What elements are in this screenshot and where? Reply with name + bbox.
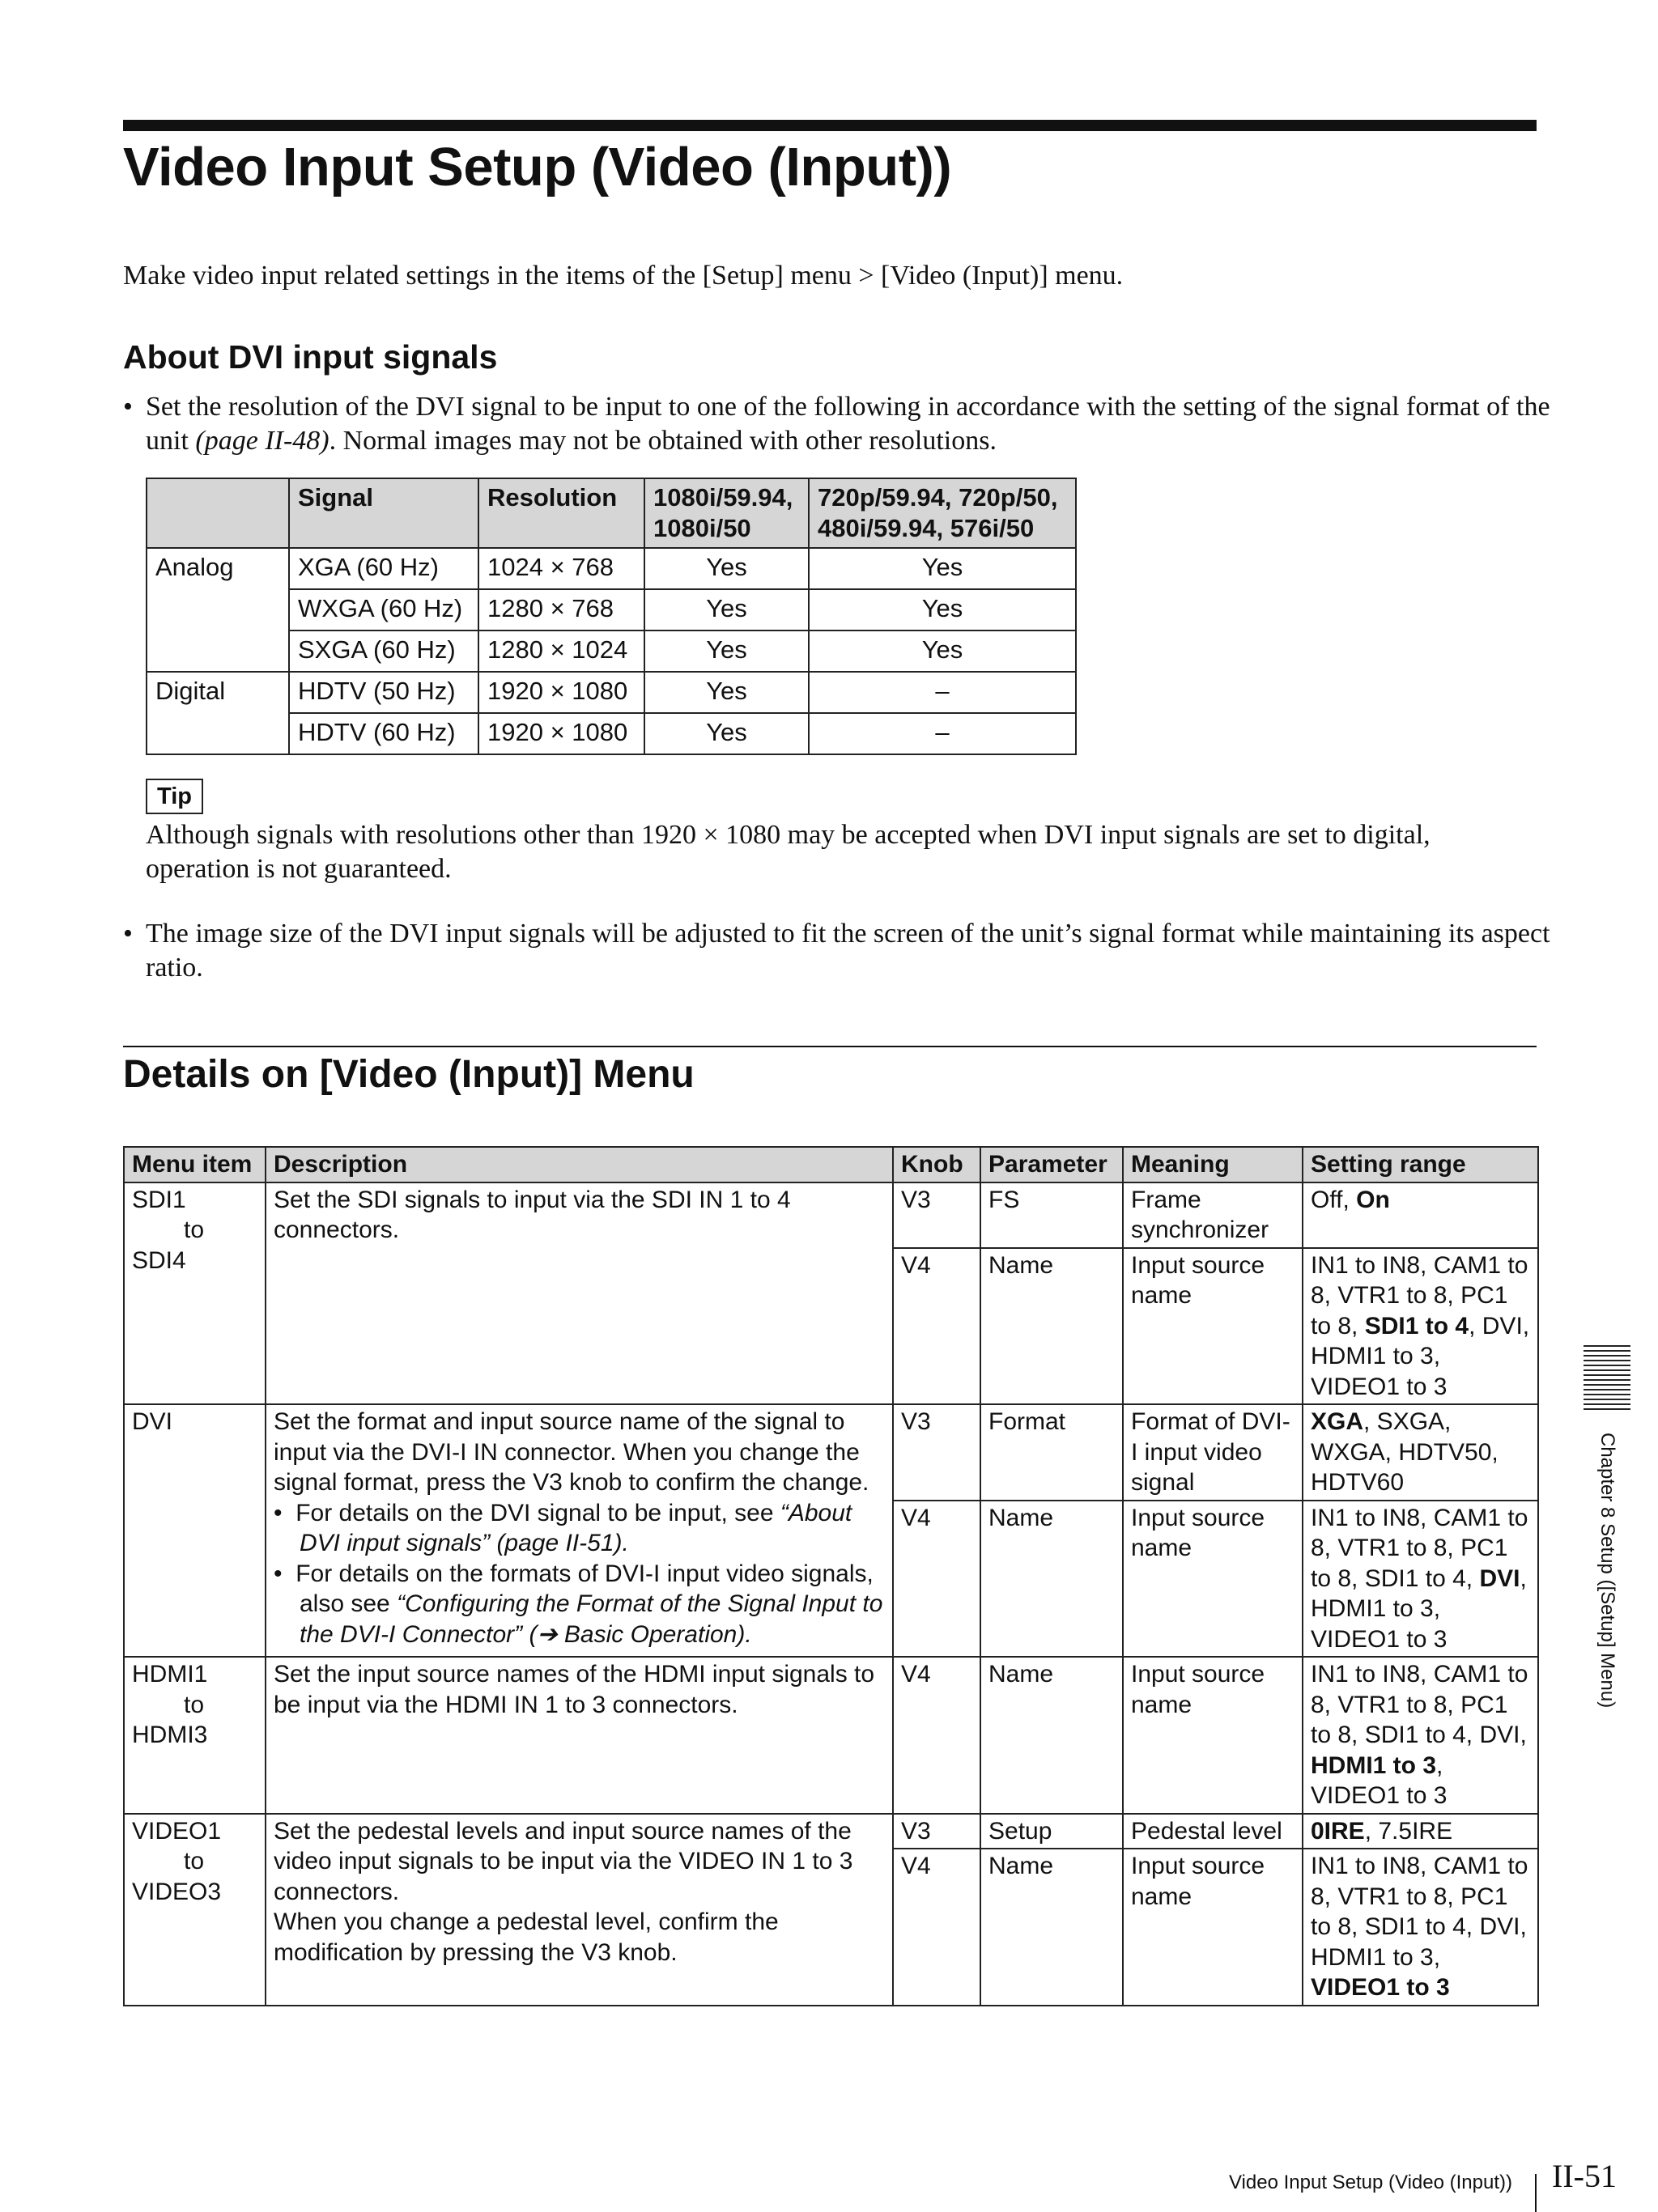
table-row (124, 1404, 1538, 1501)
table-row (124, 1182, 1538, 1248)
description-bullet: • For details on the DVI signal to be input, see “About DVI input signals” (page II-51). (274, 1499, 852, 1556)
menu-item-name: VIDEO1 (132, 1817, 222, 1845)
knob-cell: V3 (893, 1814, 980, 1849)
menu-item-to: to (184, 1216, 205, 1243)
description-cell: Set the SDI signals to input via the SDI IN 1 to 4 connectors. (266, 1182, 893, 1405)
header-cell-knob: Knob (893, 1147, 980, 1182)
description-text: When you change a pedestal level, confirm the modification by pressing the V3 knob. (274, 1908, 779, 1966)
support-cell: Yes (644, 630, 809, 672)
bullet-text: The image size of the DVI input signals will be adjusted to fit the screen of the unit’s signal format while maintaining its aspect ratio. (146, 919, 1550, 983)
knob-cell: V3 (893, 1182, 980, 1248)
knob-cell: V4 (893, 1849, 980, 2006)
page-title: Video Input Setup (Video (Input)) (123, 137, 952, 197)
meaning-cell: Input source name (1123, 1657, 1303, 1814)
tip-text: Although signals with resolutions other than 1920 × 1080 may be accepted when DVI input signals are set to digital, operation is not guaranteed. (146, 820, 1431, 884)
parameter-cell: Setup (980, 1814, 1123, 1849)
details-heading: Details on [Video (Input)] Menu (123, 1053, 695, 1096)
description-text: Set the pedestal levels and input source names of the video input signals to be input via the VIDEO IN 1 to 3 connectors. (274, 1817, 853, 1905)
knob-cell: V4 (893, 1657, 980, 1814)
menu-item-name: HDMI3 (132, 1722, 208, 1748)
menu-item-cell (124, 1182, 266, 1405)
support-cell: Yes (644, 672, 809, 713)
setting-range-cell (1303, 1404, 1538, 1501)
meaning-cell: Input source name (1123, 1501, 1303, 1658)
menu-item-cell: DVI (124, 1404, 266, 1657)
range-text: , HDMI1 to 3, VIDEO1 to 3 (1311, 1565, 1527, 1653)
parameter-cell: FS (980, 1182, 1123, 1248)
menu-item-name: VIDEO3 (132, 1878, 222, 1905)
setting-range-cell (1303, 1182, 1538, 1248)
table-row (124, 1814, 1538, 1849)
bullet-text: Set the resolution of the DVI signal to be input to one of the following in accordance with the setting of the signal format of the unit (146, 392, 1550, 456)
range-text: IN1 to IN8, CAM1 to 8, VTR1 to 8, PC1 to 8, (1311, 1251, 1528, 1340)
dvi-resolution-table (146, 478, 1077, 755)
title-rule (123, 120, 1537, 131)
description-text: For details on the DVI signal to be input, see (295, 1499, 780, 1526)
header-cell-blank (147, 478, 289, 548)
menu-item-name: SDI1 (132, 1186, 186, 1213)
support-cell: Yes (644, 548, 809, 589)
description-cell (266, 1404, 893, 1657)
range-text: Off, (1311, 1186, 1357, 1213)
menu-item-to: to (184, 1848, 205, 1874)
header-cell-description: Description (266, 1147, 893, 1182)
meaning-cell: Format of DVI-I input video signal (1123, 1404, 1303, 1501)
tip-label: Tip (146, 779, 203, 814)
default-value: HDMI1 to 3 (1311, 1751, 1437, 1779)
range-text: IN1 to IN8, CAM1 to 8, VTR1 to 8, PC1 to 8, SDI1 to 4, DVI, (1311, 1661, 1528, 1748)
description-bullet: • For details on the formats of DVI-I input video signals, also see “Configuring the Format of the Signal Input to the DVI-I Connector” (➔ Basic Operation). (274, 1560, 883, 1648)
setting-range-cell (1303, 1657, 1538, 1814)
header-cell-720p: 720p/59.94, 720p/50, 480i/59.94, 576i/50 (809, 478, 1076, 548)
range-text: , VIDEO1 to 3 (1311, 1751, 1448, 1809)
intro-paragraph: Make video input related settings in the items of the [Setup] menu > [Video (Input)] menu. (123, 261, 1124, 291)
knob-cell: V3 (893, 1404, 980, 1501)
signal-cell: SXGA (60 Hz) (289, 630, 478, 672)
signal-type-cell: Analog (147, 548, 289, 672)
parameter-cell: Name (980, 1248, 1123, 1405)
header-cell-meaning: Meaning (1123, 1147, 1303, 1182)
header-cell-parameter: Parameter (980, 1147, 1123, 1182)
description-cell (266, 1814, 893, 2006)
signal-cell: XGA (60 Hz) (289, 548, 478, 589)
range-text: , DVI, HDMI1 to 3, VIDEO1 to 3 (1311, 1312, 1530, 1400)
signal-cell: WXGA (60 Hz) (289, 589, 478, 630)
cross-reference: “Configuring the Format of the Signal Input to the DVI-I Connector” (➔ Basic Operation). (300, 1590, 883, 1648)
default-value: VIDEO1 to 3 (1311, 1974, 1450, 2001)
range-text: IN1 to IN8, CAM1 to 8, VTR1 to 8, PC1 to 8, SDI1 to 4, (1311, 1504, 1528, 1592)
header-cell-signal: Signal (289, 478, 478, 548)
dvi-resolution-bullet (123, 390, 1562, 458)
description-text: For details on the formats of DVI-I input video signals, also see (295, 1560, 874, 1617)
bullet-text: . Normal images may not be obtained with other resolutions. (329, 426, 997, 456)
about-dvi-heading: About DVI input signals (123, 338, 498, 376)
support-cell: Yes (809, 548, 1076, 589)
setting-range-cell (1303, 1849, 1538, 2006)
table-row (147, 672, 1076, 713)
footer-section-title: Video Input Setup (Video (Input)) (1228, 2172, 1512, 2193)
menu-item-to: to (184, 1691, 205, 1718)
footer-divider (1535, 2174, 1537, 2212)
signal-type-cell: Digital (147, 672, 289, 754)
support-cell: Yes (644, 589, 809, 630)
table-header-row (124, 1147, 1538, 1182)
header-cell-setting-range: Setting range (1303, 1147, 1538, 1182)
default-value: SDI1 to 4 (1364, 1312, 1469, 1340)
setting-range-cell (1303, 1814, 1538, 1849)
range-text: , 7.5IRE (1364, 1817, 1453, 1845)
meaning-cell: Input source name (1123, 1849, 1303, 2006)
range-text: , SXGA, WXGA, HDTV50, HDTV60 (1311, 1408, 1499, 1496)
meaning-cell: Pedestal level (1123, 1814, 1303, 1849)
resolution-cell: 1920 × 1080 (478, 713, 644, 754)
chapter-side-label: Chapter 8 Setup ([Setup] Menu) (1596, 1433, 1618, 1709)
support-cell: Yes (809, 630, 1076, 672)
header-cell-menu-item: Menu item (124, 1147, 266, 1182)
setting-range-cell (1303, 1248, 1538, 1405)
setting-range-cell (1303, 1501, 1538, 1658)
meaning-cell: Input source name (1123, 1248, 1303, 1405)
parameter-cell: Name (980, 1501, 1123, 1658)
bullet-dot: • (123, 392, 133, 422)
page-reference: (page II-48) (195, 426, 329, 456)
support-cell: – (809, 672, 1076, 713)
description-text: Set the format and input source name of the signal to input via the DVI-I IN connector. When you change the signal format, press the V3 knob to confirm the change. (274, 1408, 869, 1496)
table-header-row (147, 478, 1076, 548)
menu-item-cell (124, 1657, 266, 1814)
support-cell: – (809, 713, 1076, 754)
resolution-cell: 1280 × 768 (478, 589, 644, 630)
bullet-dot: • (123, 919, 133, 949)
support-cell: Yes (644, 713, 809, 754)
page-number: II-51 (1552, 2158, 1617, 2194)
parameter-cell: Format (980, 1404, 1123, 1501)
support-cell: Yes (809, 589, 1076, 630)
header-cell-1080i: 1080i/59.94, 1080i/50 (644, 478, 809, 548)
resolution-cell: 1920 × 1080 (478, 672, 644, 713)
resolution-cell: 1024 × 768 (478, 548, 644, 589)
menu-item-cell (124, 1814, 266, 2006)
menu-item-name: SDI4 (132, 1246, 186, 1274)
meaning-cell: Frame synchronizer (1123, 1182, 1303, 1248)
resolution-cell: 1280 × 1024 (478, 630, 644, 672)
signal-cell: HDTV (50 Hz) (289, 672, 478, 713)
cross-reference: “About DVI input signals” (page II-51). (300, 1499, 852, 1556)
knob-cell: V4 (893, 1501, 980, 1658)
default-value: On (1356, 1186, 1390, 1213)
table-row (124, 1657, 1538, 1814)
parameter-cell: Name (980, 1657, 1123, 1814)
default-value: XGA (1311, 1408, 1364, 1435)
description-cell: Set the input source names of the HDMI input signals to be input via the HDMI IN 1 to 3 connectors. (266, 1657, 893, 1814)
menu-item-name: HDMI1 (132, 1661, 208, 1688)
table-row (147, 548, 1076, 589)
signal-cell: HDTV (60 Hz) (289, 713, 478, 754)
chapter-tab-marker (1584, 1345, 1630, 1413)
image-size-bullet (123, 917, 1562, 985)
video-input-menu-table (123, 1146, 1539, 2006)
knob-cell: V4 (893, 1248, 980, 1405)
parameter-cell: Name (980, 1849, 1123, 2006)
default-value: DVI (1479, 1565, 1520, 1592)
range-text: IN1 to IN8, CAM1 to 8, VTR1 to 8, PC1 to 8, SDI1 to 4, DVI, HDMI1 to 3, (1311, 1853, 1528, 1971)
header-cell-resolution: Resolution (478, 478, 644, 548)
default-value: 0IRE (1311, 1817, 1365, 1845)
